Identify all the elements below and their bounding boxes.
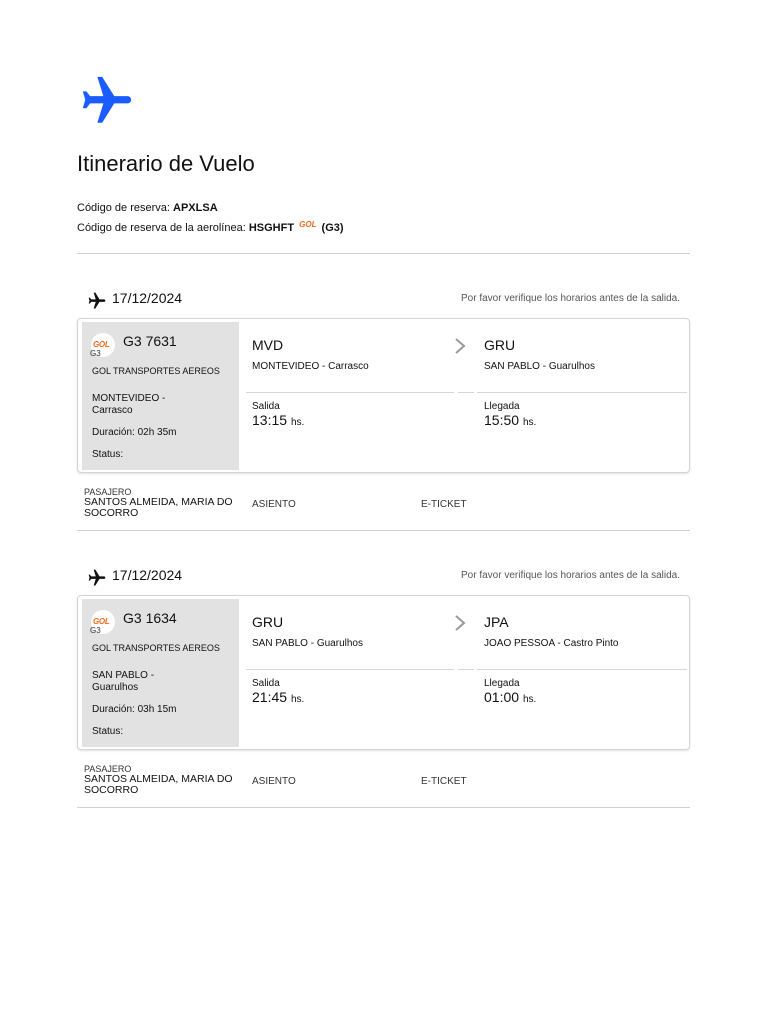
destination-place: SAN PABLO - Guarulhos (484, 361, 595, 372)
passenger-label: PASAJERO (84, 487, 132, 497)
divider (77, 253, 690, 254)
flight-segment (77, 278, 690, 530)
divider (246, 392, 454, 393)
segment-date: 17/12/2024 (112, 290, 183, 306)
divider (77, 807, 690, 808)
departure-time: 13:15 hs. (252, 412, 305, 428)
flight-number: G3 1634 (123, 610, 177, 626)
segment-header (77, 555, 690, 595)
flight-segment (77, 555, 690, 807)
eticket-label: E-TICKET (421, 776, 467, 787)
arrival-label: Llegada (484, 401, 520, 412)
destination-code: JPA (484, 614, 509, 630)
arrival-label: Llegada (484, 678, 520, 689)
passenger-name: SANTOS ALMEIDA, MARIA DO SOCORRO (84, 496, 233, 519)
flight-status: Status: (92, 449, 124, 460)
seat-label: ASIENTO (252, 499, 296, 510)
booking-code-label: Código de reserva: (77, 202, 170, 214)
origin-city: SAN PABLO - Guarulhos (92, 670, 155, 693)
flight-card (77, 595, 690, 750)
airline-logo-text: GOL (93, 617, 110, 626)
flight-card (77, 318, 690, 473)
schedule-note: Por favor verifique los horarios antes de la salida. (460, 293, 680, 304)
destination-code: GRU (484, 337, 516, 353)
airplane-icon (87, 291, 107, 311)
airline-code: HSGHFT (248, 222, 295, 234)
passenger-row (77, 750, 690, 807)
eticket-label: E-TICKET (421, 499, 467, 510)
airline-code-line (77, 220, 344, 234)
destination-place: JOAO PESSOA - Castro Pinto (484, 638, 619, 649)
divider (458, 392, 474, 393)
airplane-icon (77, 72, 137, 130)
departure-label: Salida (252, 678, 280, 689)
booking-code-line (77, 202, 218, 214)
flight-duration: Duración: 03h 15m (92, 704, 177, 715)
airline-code-label: Código de reserva de la aerolínea: (77, 222, 246, 234)
origin-code: GRU (252, 614, 284, 630)
passenger-label: PASAJERO (84, 764, 132, 774)
departure-label: Salida (252, 401, 280, 412)
divider (477, 392, 687, 393)
airline-logo-text: GOL (93, 340, 110, 349)
origin-place: MONTEVIDEO - Carrasco (252, 361, 369, 372)
airline-name: GOL TRANSPORTES AEREOS (92, 366, 220, 376)
seat-label: ASIENTO (252, 776, 296, 787)
gol-logo: GOL (299, 220, 317, 229)
airline-logo-code: G3 (90, 349, 101, 358)
chevron-right-icon (454, 337, 466, 355)
divider (477, 669, 687, 670)
page-title: Itinerario de Vuelo (77, 151, 255, 176)
departure-time: 21:45 hs. (252, 689, 305, 705)
divider (77, 530, 690, 531)
origin-code: MVD (252, 337, 284, 353)
airplane-icon (87, 568, 107, 588)
divider (246, 669, 454, 670)
segment-header (77, 278, 690, 318)
airline-iata: (G3) (321, 222, 344, 234)
divider (458, 669, 474, 670)
passenger-row (77, 473, 690, 530)
segment-date: 17/12/2024 (112, 567, 183, 583)
flight-summary-panel (82, 599, 239, 747)
flight-duration: Duración: 02h 35m (92, 427, 177, 438)
flight-number: G3 7631 (123, 333, 177, 349)
booking-code: APXLSA (173, 202, 218, 214)
passenger-name: SANTOS ALMEIDA, MARIA DO SOCORRO (84, 773, 233, 796)
origin-city: MONTEVIDEO - Carrasco (92, 393, 166, 416)
flight-status: Status: (92, 726, 124, 737)
airline-logo-code: G3 (90, 626, 101, 635)
chevron-right-icon (454, 614, 466, 632)
arrival-time: 01:00 hs. (484, 689, 537, 705)
origin-place: SAN PABLO - Guarulhos (252, 638, 363, 649)
flight-summary-panel (82, 322, 239, 470)
arrival-time: 15:50 hs. (484, 412, 537, 428)
schedule-note: Por favor verifique los horarios antes de la salida. (460, 570, 680, 581)
airline-name: GOL TRANSPORTES AEREOS (92, 643, 220, 653)
